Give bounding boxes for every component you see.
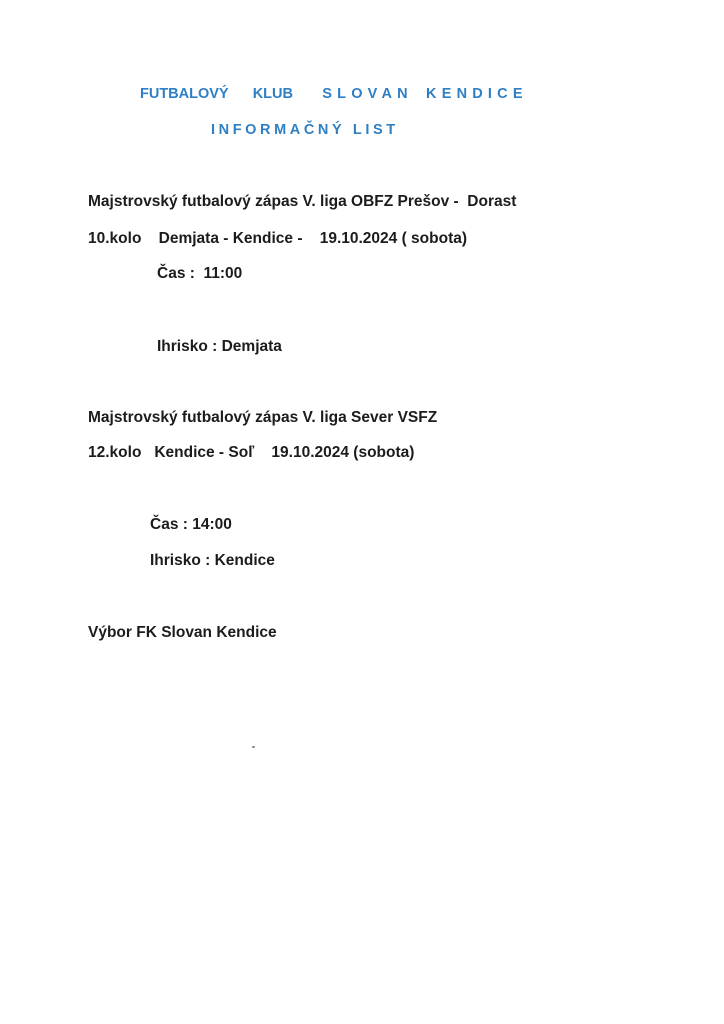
match-2-field: Ihrisko : Kendice [150, 552, 275, 569]
club-prefix: FUTBALOVÝ KLUB [140, 86, 310, 102]
match-2-time: Čas : 14:00 [150, 516, 232, 533]
signature: Výbor FK Slovan Kendice [88, 624, 277, 641]
match-1-title: Majstrovský futbalový zápas V. liga OBFZ Prešov - Dorast [88, 193, 517, 210]
document-title: INFORMAČNÝ LIST [211, 122, 399, 138]
match-2-round: 12.kolo Kendice - Soľ 19.10.2024 (sobota) [88, 444, 415, 461]
scan-speck [252, 746, 255, 748]
match-2-title: Majstrovský futbalový zápas V. liga Sever VSFZ [88, 409, 438, 426]
club-name: SLOVAN KENDICE [309, 86, 528, 102]
club-name-heading [140, 84, 528, 104]
match-1-time: Čas : 11:00 [157, 265, 243, 282]
match-1-round: 10.kolo Demjata - Kendice - 19.10.2024 ( sobota) [88, 230, 468, 247]
match-1-field: Ihrisko : Demjata [157, 338, 282, 355]
